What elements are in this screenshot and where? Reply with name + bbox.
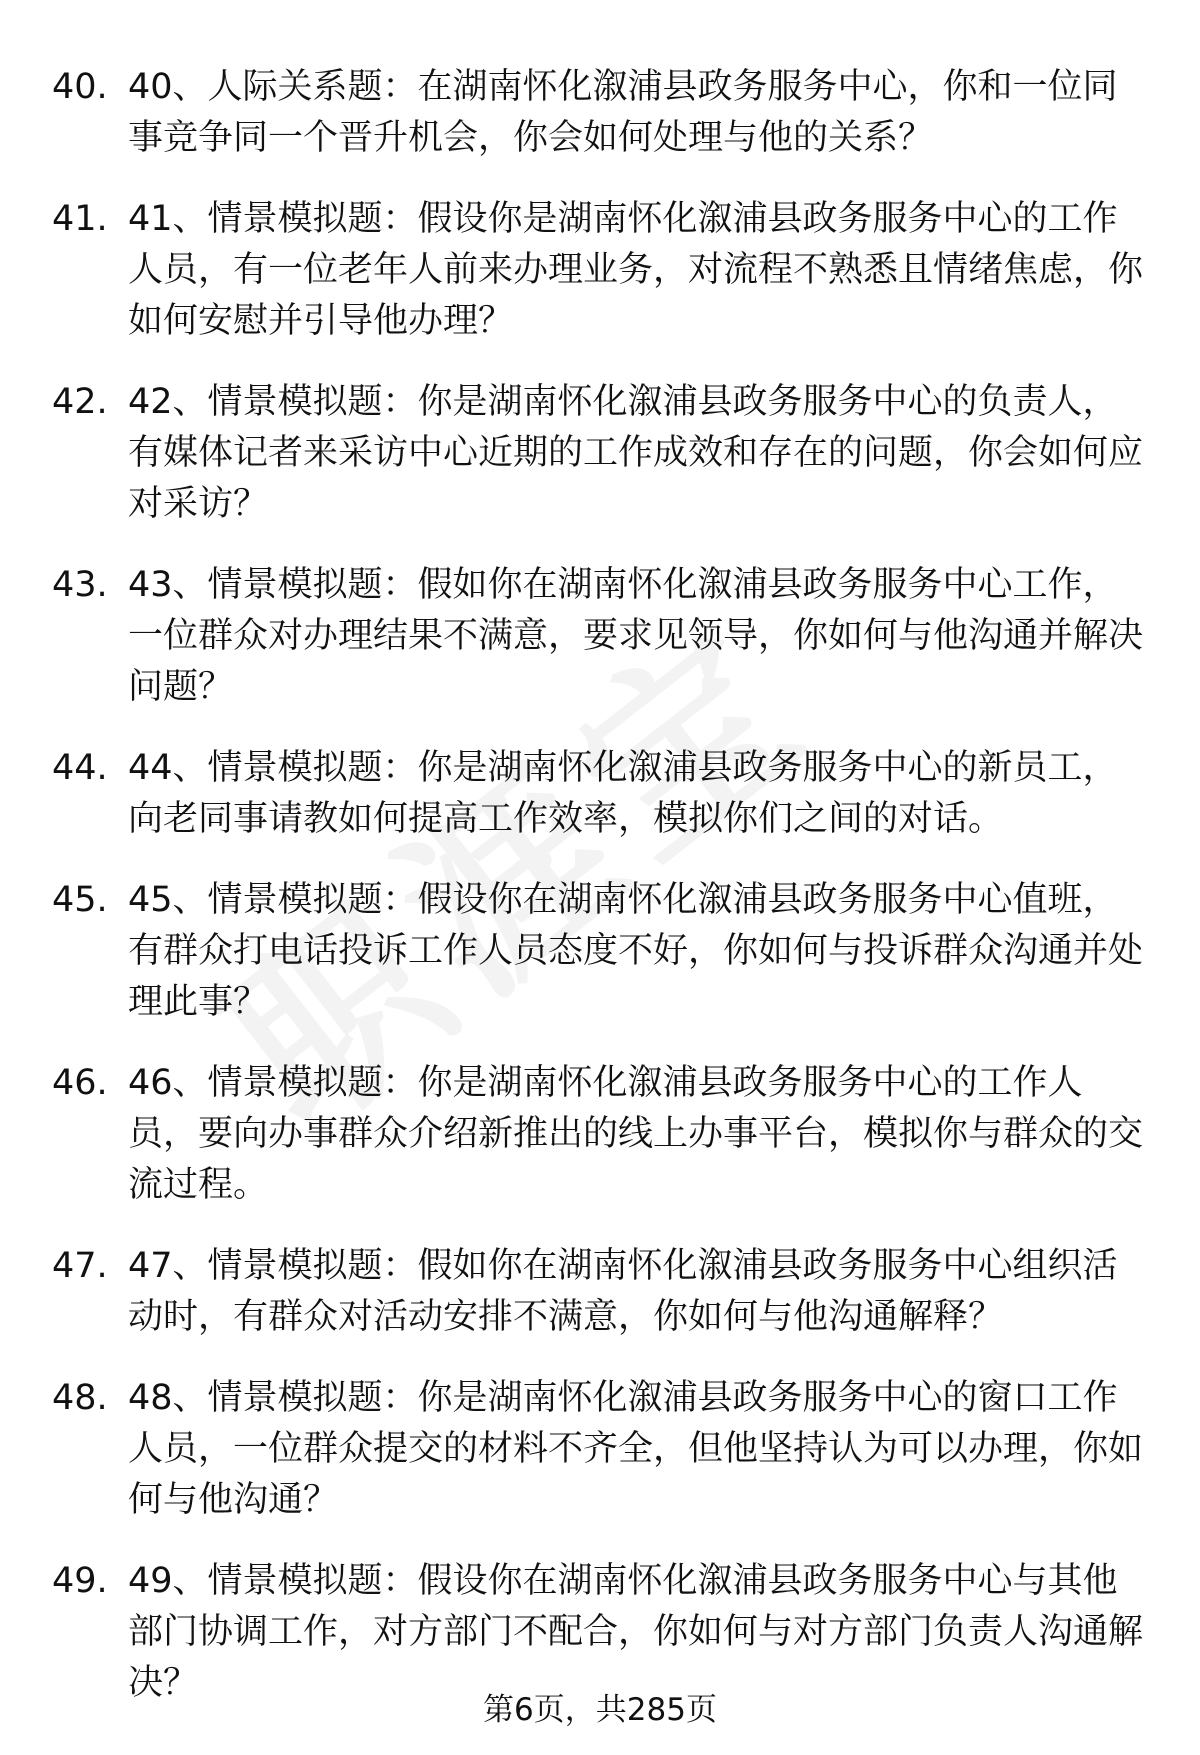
question-list (0, 62, 1200, 1739)
question-number: 43. (52, 565, 108, 605)
question-text: 43、情景模拟题：假如你在湖南怀化溆浦县政务服务中心工作，一位群众对办理结果不满意，要求见领导，你如何与他沟通并解决问题？ (128, 565, 1144, 707)
question-number: 46. (52, 1063, 108, 1103)
question-text: 41、情景模拟题：假设你是湖南怀化溆浦县政务服务中心的工作人员，有一位老年人前来办理业务，对流程不熟悉且情绪焦虑，你如何安慰并引导他办理？ (128, 199, 1144, 341)
question-text: 46、情景模拟题：你是湖南怀化溆浦县政务服务中心的工作人员，要向办事群众介绍新推出的线上办事平台，模拟你与群众的交流过程。 (128, 1063, 1144, 1205)
question-text: 42、情景模拟题：你是湖南怀化溆浦县政务服务中心的负责人，有媒体记者来采访中心近期的工作成效和存在的问题，你会如何应对采访？ (128, 382, 1144, 524)
question-item-40 (0, 62, 1200, 164)
question-number: 45. (52, 880, 108, 920)
question-number: 49. (52, 1561, 108, 1601)
question-text: 49、情景模拟题：假设你在湖南怀化溆浦县政务服务中心与其他部门协调工作，对方部门不配合，你如何与对方部门负责人沟通解决？ (128, 1561, 1144, 1703)
question-number: 42. (52, 382, 108, 422)
question-text: 47、情景模拟题：假如你在湖南怀化溆浦县政务服务中心组织活动时，有群众对活动安排不满意，你如何与他沟通解释？ (128, 1246, 1118, 1337)
question-number: 41. (52, 199, 108, 239)
question-number: 47. (52, 1246, 108, 1286)
question-item-41 (0, 194, 1200, 347)
question-item-42 (0, 377, 1200, 530)
question-item-49 (0, 1556, 1200, 1709)
question-number: 40. (52, 67, 108, 107)
question-item-48 (0, 1373, 1200, 1526)
question-number: 48. (52, 1378, 108, 1418)
question-item-47 (0, 1241, 1200, 1343)
page-footer: 第6页，共285页 (483, 1692, 717, 1728)
question-text: 45、情景模拟题：假设你在湖南怀化溆浦县政务服务中心值班，有群众打电话投诉工作人员态度不好，你如何与投诉群众沟通并处理此事？ (128, 880, 1144, 1022)
question-item-43 (0, 560, 1200, 713)
question-item-46 (0, 1058, 1200, 1211)
question-item-44 (0, 743, 1200, 845)
question-text: 40、人际关系题：在湖南怀化溆浦县政务服务中心，你和一位同事竞争同一个晋升机会，你会如何处理与他的关系？ (128, 67, 1118, 158)
question-text: 48、情景模拟题：你是湖南怀化溆浦县政务服务中心的窗口工作人员，一位群众提交的材料不齐全，但他坚持认为可以办理，你如何与他沟通？ (128, 1378, 1144, 1520)
question-number: 44. (52, 748, 108, 788)
question-text: 44、情景模拟题：你是湖南怀化溆浦县政务服务中心的新员工，向老同事请教如何提高工作效率，模拟你们之间的对话。 (128, 748, 1118, 839)
question-item-45 (0, 875, 1200, 1028)
